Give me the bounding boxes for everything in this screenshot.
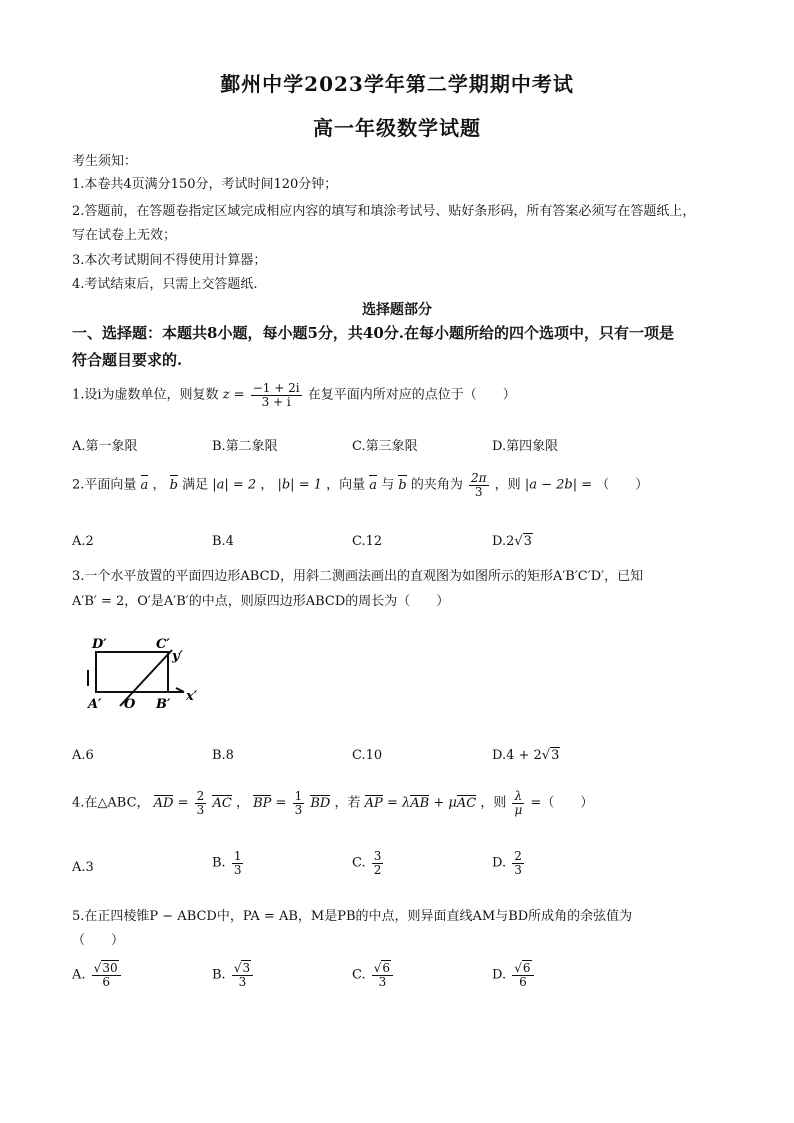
q5-option-d-frac [512, 962, 533, 988]
label-o: O [124, 697, 136, 710]
q4-coef-ad-den: 3 [196, 802, 205, 817]
question-4 [72, 790, 593, 816]
q4-if: ，若 [334, 795, 361, 811]
q4-eq-1: = [177, 795, 189, 811]
q4-option-b-frac [232, 850, 244, 876]
q4-sep: ， [235, 795, 249, 811]
notice-item-2-cont: 写在试卷上无效； [72, 228, 177, 243]
q5-option-a-den: 6 [102, 974, 110, 989]
q2-vector-b: b [169, 477, 178, 493]
q5-option-c [352, 962, 395, 988]
notice-heading: 考生须知： [72, 154, 138, 169]
q4-ratio [512, 790, 524, 816]
q4-option-b-den: 3 [233, 862, 242, 877]
q3-option-d-sqrt: 3 [551, 748, 560, 763]
q2-angle-num: 2π [470, 471, 487, 485]
q4-prefix: 4.在△ABC， [72, 795, 150, 811]
q3-option-d-label: D.4 + 2 [492, 748, 542, 763]
q4-then: ，则 [480, 795, 507, 811]
section-title: 选择题部分 [362, 302, 432, 318]
q4-option-c [352, 850, 385, 876]
q3-option-c: C.10 [352, 748, 383, 763]
q5-option-c-den: 3 [378, 974, 387, 989]
notice-item-2: 2.答题前，在答题卷指定区域完成相应内容的填写和填涂考试号、贴好条形码，所有答案必须写在答题纸上， [72, 204, 696, 219]
q4-coef-bp-num: 1 [294, 789, 303, 803]
q4-ratio-den: μ [514, 802, 523, 817]
q5-option-c-sqrt: 6 [382, 961, 391, 975]
notice-item-4: 4.考试结束后，只需上交答题纸. [72, 277, 258, 292]
q4-option-a: A.3 [72, 860, 94, 875]
q2-option-d-radical: √ [514, 534, 523, 549]
q4-option-d [492, 850, 526, 876]
q1-option-c: C.第三象限 [352, 439, 418, 454]
q2-angle-den: 3 [474, 484, 483, 499]
q4-suffix: =（ ） [530, 795, 594, 811]
q3-option-b: B.8 [212, 748, 234, 763]
q5-option-d-sqrt: 6 [522, 961, 531, 975]
q4-option-c-num: 3 [373, 849, 382, 863]
q5-option-a-num: √30 [92, 962, 121, 976]
q1-fraction [251, 382, 302, 408]
q2-vector-b-2: b [398, 477, 407, 493]
q3-diagram [84, 630, 204, 710]
q4-vec-ab: AB [410, 795, 430, 811]
q3-option-d [492, 748, 560, 763]
q5-option-d-label: D. [492, 967, 507, 983]
q2-sep-2: ， [260, 477, 274, 493]
q2-option-a: A.2 [72, 534, 94, 549]
q2-sep: ， [152, 477, 166, 493]
label-x: x′ [186, 689, 198, 704]
q4-coef-ad-num: 2 [196, 789, 205, 803]
q1-option-a: A.第一象限 [72, 439, 138, 454]
q2-prefix: 2.平面向量 [72, 477, 137, 493]
q1-option-d: D.第四象限 [492, 439, 559, 454]
q1-prefix: 1.设i为虚数单位，则复数 [72, 387, 219, 403]
q2-angle-fraction [469, 472, 489, 498]
q2-with: 与 [381, 477, 395, 493]
q5-option-a-label: A. [72, 967, 86, 983]
question-3-cont: A′B′ = 2，O′是A′B′的中点，则原四边形ABCD的周长为（ ） [72, 594, 450, 609]
q4-vec-bd: BD [310, 795, 331, 811]
q4-vec-bp: BP [253, 795, 272, 811]
q5-option-d-num: √6 [512, 962, 533, 976]
q2-option-b: B.4 [212, 534, 234, 549]
label-c: C′ [156, 637, 170, 652]
q2-vector-a-2: a [369, 477, 378, 493]
q4-option-b [212, 850, 245, 876]
notice-item-3: 3.本次考试期间不得使用计算器； [72, 253, 267, 268]
q4-coef-bp [293, 790, 305, 816]
q4-coef-ad [195, 790, 207, 816]
q2-mid: ，向量 [326, 477, 366, 493]
q5-option-c-label: C. [352, 967, 366, 983]
notice-item-1: 1.本卷共4页满分150分，考试时间120分钟； [72, 177, 338, 192]
q5-option-a-sqrt: 30 [102, 961, 118, 975]
label-a: A′ [88, 697, 102, 710]
q1-suffix: 在复平面内所对应的点位于（ ） [307, 387, 516, 403]
q5-option-c-frac [372, 962, 393, 988]
label-d: D′ [92, 637, 107, 652]
q2-option-d-label: D.2 [492, 534, 515, 549]
q5-option-c-num: √6 [372, 962, 393, 976]
exam-title: 鄞州中学2023学年第二学期期中考试 [220, 72, 574, 96]
q2-option-d-sqrt: 3 [523, 534, 532, 549]
q5-option-b-sqrt: 3 [242, 961, 251, 975]
q4-option-c-den: 2 [373, 862, 382, 877]
q1-denominator: 3 + i [261, 394, 291, 409]
q4-option-d-frac [512, 850, 524, 876]
q5-option-b-num: √3 [232, 962, 253, 976]
q2-option-d [492, 534, 533, 549]
exam-subtitle: 高一年级数学试题 [313, 116, 481, 140]
q4-vec-ap: AP [364, 795, 383, 811]
q1-var: z = [222, 387, 245, 403]
q2-suffix: （ ） [596, 477, 649, 493]
label-b: B′ [156, 697, 171, 710]
q4-option-c-label: C. [352, 855, 366, 871]
q4-eq-3: = [386, 795, 398, 811]
q1-option-b: B.第二象限 [212, 439, 278, 454]
q1-numerator: −1 + 2i [252, 381, 300, 395]
q2-expr: |a − 2b| = [524, 477, 593, 493]
section-instruction-cont: 符合题目要求的. [72, 351, 183, 369]
q4-option-b-num: 1 [233, 849, 242, 863]
q2-abs-a: |a| = 2 [212, 477, 257, 493]
q4-vec-ad: AD [153, 795, 174, 811]
q3-option-d-radical: √ [541, 748, 551, 763]
rectangle [96, 652, 168, 692]
q4-ratio-num: λ [512, 790, 524, 804]
question-1 [72, 382, 516, 408]
q4-eq-2: = [275, 795, 287, 811]
q4-option-b-label: B. [212, 855, 226, 871]
label-y: y′ [172, 649, 183, 664]
q2-angle-text: 的夹角为 [410, 477, 463, 493]
q2-cond: 满足 [182, 477, 209, 493]
q5-option-a [72, 962, 123, 988]
section-instruction: 一、选择题：本题共8小题，每小题5分，共40分.在每小题所给的四个选项中，只有一项是 [72, 324, 674, 342]
q5-option-d-den: 6 [519, 974, 527, 989]
q4-option-d-num: 2 [514, 849, 522, 863]
q5-option-b-den: 3 [238, 974, 247, 989]
q2-vector-a: a [140, 477, 149, 493]
q5-option-d [492, 962, 536, 988]
q4-plus: + [433, 795, 445, 811]
question-3: 3.一个水平放置的平面四边形ABCD，用斜二测画法画出的直观图为如图所示的矩形A′B′C′D′，已知 [72, 569, 644, 584]
q4-vec-ac: AC [212, 795, 232, 811]
q2-option-c: C.12 [352, 534, 383, 549]
q4-vec-ac-2: AC [456, 795, 477, 811]
q4-coef-bp-den: 3 [294, 802, 303, 817]
q4-option-d-label: D. [492, 855, 507, 871]
q3-option-a: A.6 [72, 748, 94, 763]
q3-figure [84, 630, 204, 710]
q2-abs-b: |b| = 1 [277, 477, 322, 493]
question-5: 5.在正四棱锥P − ABCD中，PA = AB，M是PB的中点，则异面直线AM与BD所成角的余弦值为 [72, 909, 633, 924]
q5-option-a-frac [92, 962, 121, 988]
question-2 [72, 472, 648, 498]
q4-lambda: λ [401, 795, 411, 811]
q5-option-b [212, 962, 255, 988]
q2-then: ，则 [494, 477, 521, 493]
q4-option-c-frac [372, 850, 384, 876]
q5-option-b-label: B. [212, 967, 226, 983]
q4-option-d-den: 3 [514, 862, 522, 877]
q4-mu: μ [448, 795, 457, 811]
q5-option-b-frac [232, 962, 253, 988]
question-5-cont: （ ） [72, 933, 125, 948]
